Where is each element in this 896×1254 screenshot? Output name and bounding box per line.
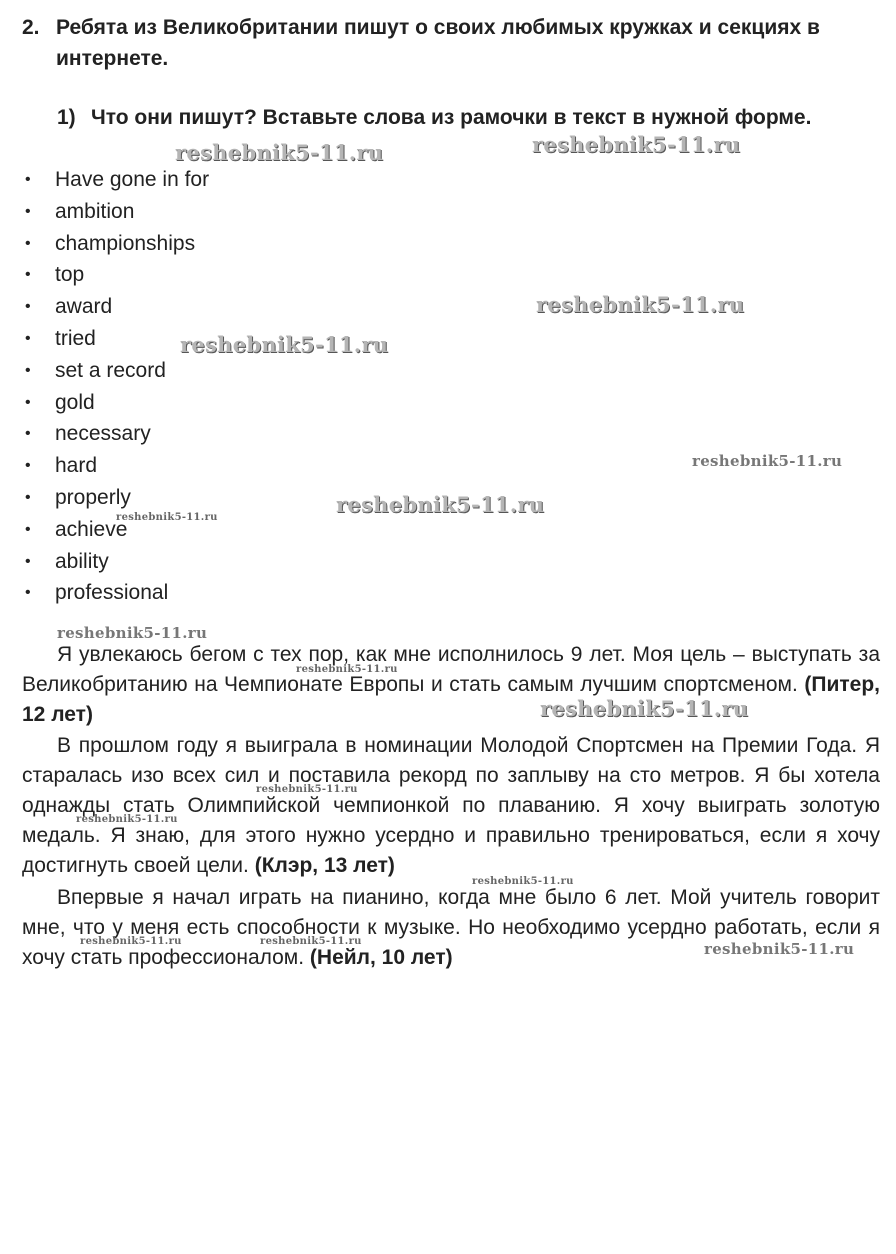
- list-item: [22, 259, 209, 291]
- paragraph-text: Я увлекаюсь бегом с тех пор, как мне исполнилось 9 лет. Моя цель – выступать за Великобританию на Чемпионате Европы и стать самым лучшим спортсменом.: [22, 643, 880, 696]
- list-item: [22, 228, 209, 260]
- word: tried: [55, 326, 96, 350]
- bullet-icon: •: [25, 234, 31, 252]
- list-item: [22, 450, 209, 482]
- list-item: [22, 164, 209, 196]
- bullet-icon: •: [25, 425, 31, 443]
- word: professional: [55, 581, 169, 605]
- list-item: [22, 355, 209, 387]
- paragraph-author: (Нейл, 10 лет): [309, 946, 453, 969]
- bullet-icon: •: [25, 202, 31, 220]
- word: gold: [55, 390, 95, 414]
- list-item: [22, 482, 209, 514]
- watermark: reshebnik5-11.ru: [536, 292, 745, 317]
- word: Have gone in for: [55, 168, 210, 191]
- word: championships: [55, 231, 196, 255]
- watermark: reshebnik5-11.ru: [296, 664, 398, 675]
- task-heading: [22, 12, 882, 74]
- bullet-icon: •: [25, 488, 31, 506]
- paragraph-neil: [22, 883, 880, 973]
- paragraph-author: (Питер, 12 лет): [22, 673, 880, 726]
- task-text: Ребята из Великобритании пишут о своих любимых кружках и секциях в интернете.: [56, 16, 820, 70]
- list-item: [22, 577, 209, 609]
- watermark: reshebnik5-11.ru: [175, 140, 384, 165]
- subtask-heading: [57, 103, 837, 133]
- list-item: [22, 291, 209, 323]
- word: ability: [55, 549, 109, 573]
- bullet-icon: •: [25, 584, 31, 602]
- list-item: [22, 418, 209, 450]
- watermark: reshebnik5-11.ru: [260, 936, 362, 947]
- bullet-icon: •: [25, 298, 31, 316]
- watermark: reshebnik5-11.ru: [472, 876, 574, 887]
- watermark: reshebnik5-11.ru: [336, 492, 545, 517]
- paragraph-peter: [22, 640, 880, 730]
- watermark: reshebnik5-11.ru: [256, 784, 358, 795]
- paragraph-text: Впервые я начал играть на пианино, когда мне было 6 лет. Мой учитель говорит мне, что у меня есть способности к музыке. Но необходимо усердно работать, если я хочу стать профессионалом.: [22, 886, 880, 969]
- bullet-icon: •: [25, 393, 31, 411]
- list-item: [22, 546, 209, 578]
- bullet-icon: •: [25, 171, 31, 188]
- bullet-icon: •: [25, 457, 31, 475]
- bullet-icon: •: [25, 329, 31, 347]
- word: achieve: [55, 517, 128, 541]
- word-box-list: [22, 164, 209, 609]
- list-item: [22, 387, 209, 419]
- paragraph-text: В прошлом году я выиграла в номинации Молодой Спортсмен на Премии Года. Я старалась изо всех сил и поставила рекорд по заплыву на сто метров. Я бы хотела однажды стать Олимпийской чемпионкой по плаванию. Я хочу выиграть золотую медаль. Я знаю, для этого нужно усердно и правильно тренироваться, если я хочу достигнуть своей цели.: [22, 734, 880, 877]
- list-item: [22, 196, 209, 228]
- paragraph-author: (Клэр, 13 лет): [254, 854, 395, 877]
- bullet-icon: •: [25, 266, 31, 284]
- watermark: reshebnik5-11.ru: [532, 132, 741, 157]
- word: ambition: [55, 199, 135, 223]
- paragraph-claire: [22, 731, 880, 881]
- bullet-icon: •: [25, 361, 31, 379]
- watermark: reshebnik5-11.ru: [180, 332, 389, 357]
- watermark: reshebnik5-11.ru: [704, 940, 855, 958]
- task-number: 2.: [22, 16, 40, 39]
- watermark: reshebnik5-11.ru: [116, 512, 218, 523]
- watermark: reshebnik5-11.ru: [80, 936, 182, 947]
- word: properly: [55, 485, 131, 509]
- watermark: reshebnik5-11.ru: [692, 452, 843, 470]
- word: necessary: [55, 422, 151, 446]
- watermark: reshebnik5-11.ru: [76, 814, 178, 825]
- word: award: [55, 295, 113, 319]
- watermark: reshebnik5-11.ru: [540, 696, 749, 721]
- word: top: [55, 263, 85, 287]
- subtask-text: Что они пишут? Вставьте слова из рамочки в текст в нужной форме.: [91, 106, 812, 129]
- watermark: reshebnik5-11.ru: [57, 624, 208, 642]
- word: set a record: [55, 358, 166, 382]
- bullet-icon: •: [25, 520, 31, 538]
- subtask-number: 1): [57, 106, 76, 129]
- word: hard: [55, 454, 98, 478]
- bullet-icon: •: [25, 552, 31, 570]
